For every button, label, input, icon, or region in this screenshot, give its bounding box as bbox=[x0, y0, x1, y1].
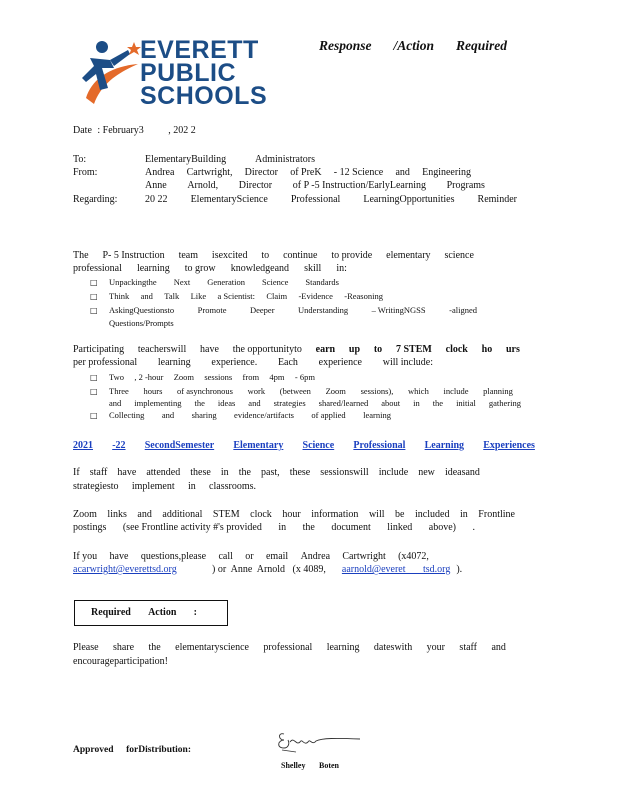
questions-line-2 bbox=[73, 563, 462, 576]
memo-date bbox=[73, 124, 196, 137]
participating-bullet-1: Two , 2 -hour Zoom sessions from 4pm - 6pm bbox=[109, 372, 315, 382]
intro-bullet-2: Think and Talk Like a Scientist: Claim -Evidence -Reasoning bbox=[109, 291, 383, 301]
email-link-cartwright[interactable]: acarwright@everettsd.org bbox=[73, 564, 177, 575]
intro-line-1: The P- 5 Instruction team isexcited to continue to provide elementary science bbox=[73, 250, 474, 261]
to-label: To: bbox=[73, 154, 87, 165]
to-value: ElementaryBuilding Administrators bbox=[145, 154, 315, 165]
from-line-2: Anne Arnold, Director of P -5 Instruction/EarlyLearning Programs bbox=[145, 180, 485, 191]
participating-bullet-2-cont: and implementing the ideas and strategies shared/learned about in the initial gathering bbox=[109, 398, 521, 408]
regarding-label: Regarding: bbox=[73, 194, 118, 205]
approved-label: Approved forDistribution: bbox=[73, 745, 191, 755]
logo-line-1: EVERETT bbox=[140, 36, 259, 64]
from-label: From: bbox=[73, 167, 98, 178]
staff-para-line-1: If staff have attended these in the past, these sessionswill include new ideasand bbox=[73, 467, 480, 478]
date-year: , 202 2 bbox=[168, 125, 196, 136]
signature-image bbox=[276, 728, 362, 754]
required-action-label: Required Action : bbox=[91, 607, 197, 618]
bullet-icon: □ bbox=[90, 387, 98, 396]
status-word: /Action bbox=[393, 38, 434, 53]
bullet-icon: □ bbox=[90, 306, 98, 315]
regarding-value: 20 22 ElementaryScience Professional LearningOpportunities Reminder bbox=[145, 194, 517, 205]
bullet-icon: □ bbox=[90, 278, 98, 287]
participating-line-1: Participating teacherswill have the opportunityto earn up to 7 STEM clock ho urs bbox=[73, 344, 520, 355]
logo-line-2: PUBLIC bbox=[140, 59, 237, 87]
participating-bullet-2: Three hours of asynchronous work (between Zoom sessions), which include planning bbox=[109, 386, 513, 396]
required-action-box bbox=[74, 600, 228, 626]
status-word: Required bbox=[455, 38, 507, 53]
experiences-link[interactable]: 2021 -22 SecondSemester Elementary Science Professional Learning Experiences bbox=[73, 440, 535, 451]
zoom-para-line-2: postings (see Frontline activity #'s provided in the document linked above) . bbox=[73, 522, 475, 533]
bullet-icon: □ bbox=[90, 373, 98, 382]
signer-name: Shelley Boten bbox=[281, 761, 339, 770]
response-status-header bbox=[319, 38, 507, 54]
staff-para-line-2: strategiesto implement in classrooms. bbox=[73, 481, 256, 492]
bullet-icon: □ bbox=[90, 292, 98, 301]
please-share-line-1: Please share the elementaryscience professional learning dateswith your staff and bbox=[73, 642, 506, 653]
from-line-1: Andrea Cartwright, Director of PreK - 12 Science and Engineering bbox=[145, 167, 471, 178]
date-label: Date bbox=[73, 125, 92, 136]
questions-mid-text: ) or Anne Arnold (x 4089, bbox=[212, 564, 326, 575]
participating-bullet-3: Collecting and sharing evidence/artifacts of applied learning bbox=[109, 410, 391, 420]
participating-line-2: per professional learning experience. Each experience will include: bbox=[73, 357, 433, 368]
email-link-arnold[interactable]: aarnold@everet tsd.org bbox=[341, 564, 451, 575]
district-logo bbox=[72, 36, 268, 112]
questions-line-1: If you have questions,please call or email Andrea Cartwright (x4072, bbox=[73, 551, 429, 562]
intro-bullet-1: Unpackingthe Next Generation Science Standards bbox=[109, 277, 339, 287]
logo-line-3: SCHOOLS bbox=[140, 82, 268, 110]
date-value: : February3 bbox=[97, 125, 144, 136]
intro-bullet-3: AskingQuestionsto Promote Deeper Understanding – WritingNGSS -aligned bbox=[109, 305, 477, 315]
bullet-icon: □ bbox=[90, 411, 98, 420]
logo-figure-icon bbox=[72, 38, 144, 112]
intro-bullet-3-cont: Questions/Prompts bbox=[109, 318, 174, 328]
please-share-line-2: encourageparticipation! bbox=[73, 656, 168, 667]
intro-line-2: professional learning to grow knowledgeand skill in: bbox=[73, 263, 347, 274]
zoom-para-line-1: Zoom links and additional STEM clock hour information will be included in Frontline bbox=[73, 509, 515, 520]
status-word: Response bbox=[319, 38, 372, 53]
questions-end-text: ). bbox=[456, 564, 463, 575]
